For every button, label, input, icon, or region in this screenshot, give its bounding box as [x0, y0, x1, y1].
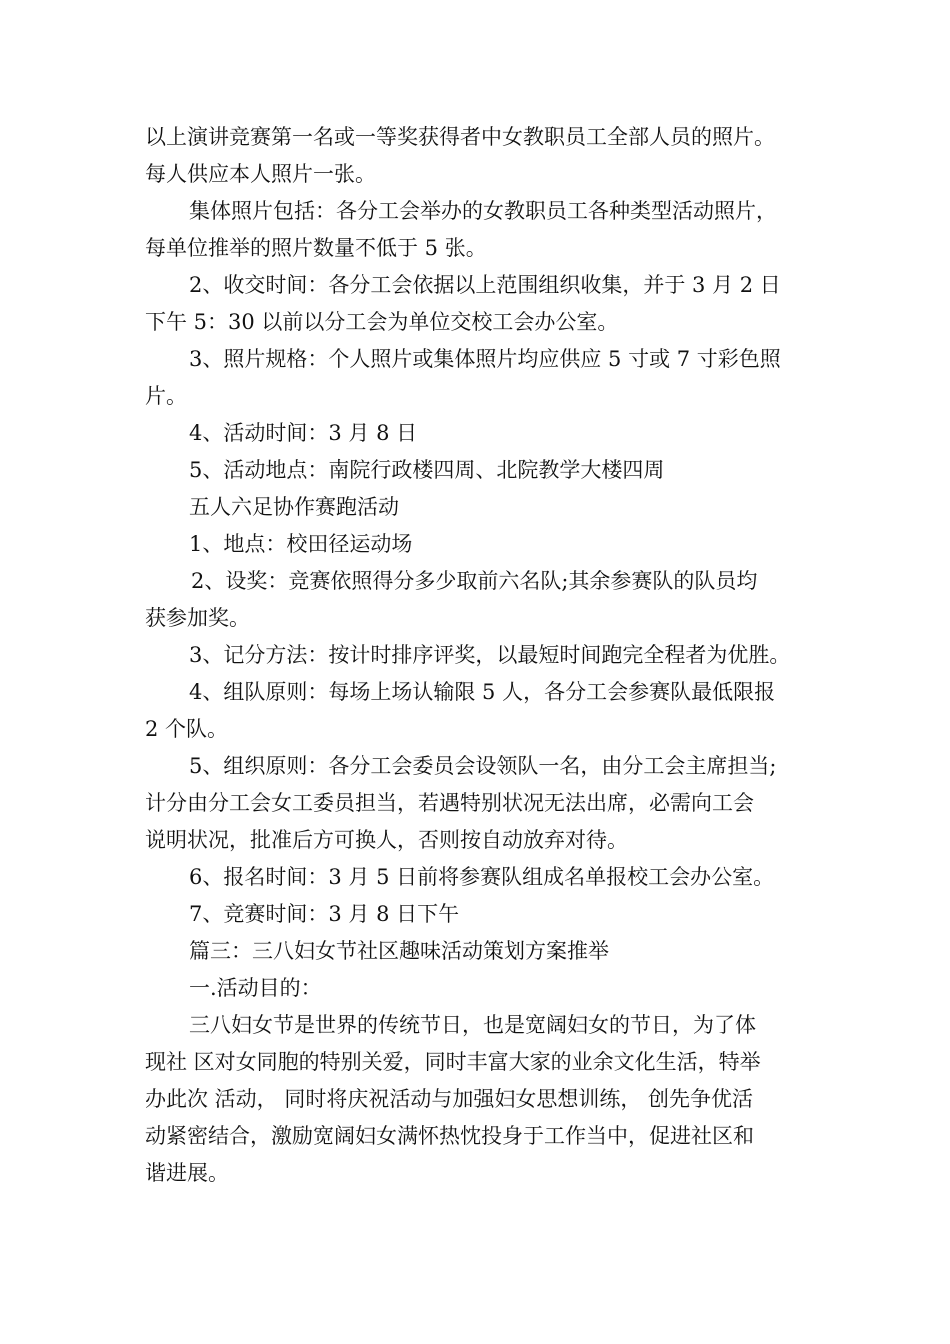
text-line: 6、报名时间：3 月 5 日前将参赛队组成名单报校工会办公室。: [189, 865, 775, 889]
text-line: 1、地点：校田径运动场: [189, 532, 413, 556]
text-line: 4、组队原则：每场上场认输限 5 人，各分工会参赛队最低限报: [189, 680, 776, 704]
text-line: 3、照片规格：个人照片或集体照片均应供应 5 寸或 7 寸彩色照: [189, 347, 781, 371]
text-line: 动紧密结合，激励宽阔妇女满怀热忱投身于工作当中，促进社区和: [145, 1124, 754, 1148]
text-line: 集体照片包括：各分工会举办的女教职员工各种类型活动照片，: [189, 199, 777, 223]
section-heading: 五人六足协作赛跑活动: [189, 495, 399, 519]
section-heading: 篇三：三八妇女节社区趣味活动策划方案推举: [189, 939, 609, 963]
section-heading: 一.活动目的：: [189, 976, 322, 1000]
text-line: 谐进展。: [145, 1161, 229, 1185]
text-line: 7、竞赛时间：3 月 8 日下午: [189, 902, 460, 926]
text-line: 现社 区对女同胞的特别关爱，同时丰富大家的业余文化生活，特举: [145, 1050, 761, 1074]
text-line: 下午 5：30 以前以分工会为单位交校工会办公室。: [145, 310, 619, 334]
text-line: 片。: [145, 384, 187, 408]
text-line: 每单位推举的照片数量不低于 5 张。: [145, 236, 487, 260]
text-line: 2 个队。: [145, 717, 229, 741]
text-line: 2、设奖：竞赛依照得分多少取前六名队;其余参赛队的队员均: [191, 569, 758, 593]
text-line: 每人供应本人照片一张。: [145, 162, 376, 186]
text-line: 计分由分工会女工委员担当，若遇特别状况无法出席，必需向工会: [145, 791, 754, 815]
text-line: 4、活动时间：3 月 8 日: [189, 421, 418, 445]
text-line: 说明状况，批准后方可换人，否则按自动放弃对待。: [145, 828, 628, 852]
document-body: [145, 119, 815, 1192]
text-line: 2、收交时间：各分工会依据以上范围组织收集，并于 3 月 2 日: [189, 273, 781, 297]
text-line: 5、组织原则：各分工会委员会设领队一名，由分工会主席担当;: [189, 754, 777, 778]
text-line: 以上演讲竞赛第一名或一等奖获得者中女教职员工全部人员的照片。: [145, 125, 775, 149]
text-line: 获参加奖。: [145, 606, 250, 630]
text-line: 三八妇女节是世界的传统节日，也是宽阔妇女的节日，为了体: [189, 1013, 756, 1037]
text-line: 办此次 活动， 同时将庆祝活动与加强妇女思想训练， 创先争优活: [145, 1087, 754, 1111]
text-line: 3、记分方法：按计时排序评奖，以最短时间跑完全程者为优胜。: [189, 643, 791, 667]
text-line: 5、活动地点：南院行政楼四周、北院教学大楼四周: [189, 458, 665, 482]
